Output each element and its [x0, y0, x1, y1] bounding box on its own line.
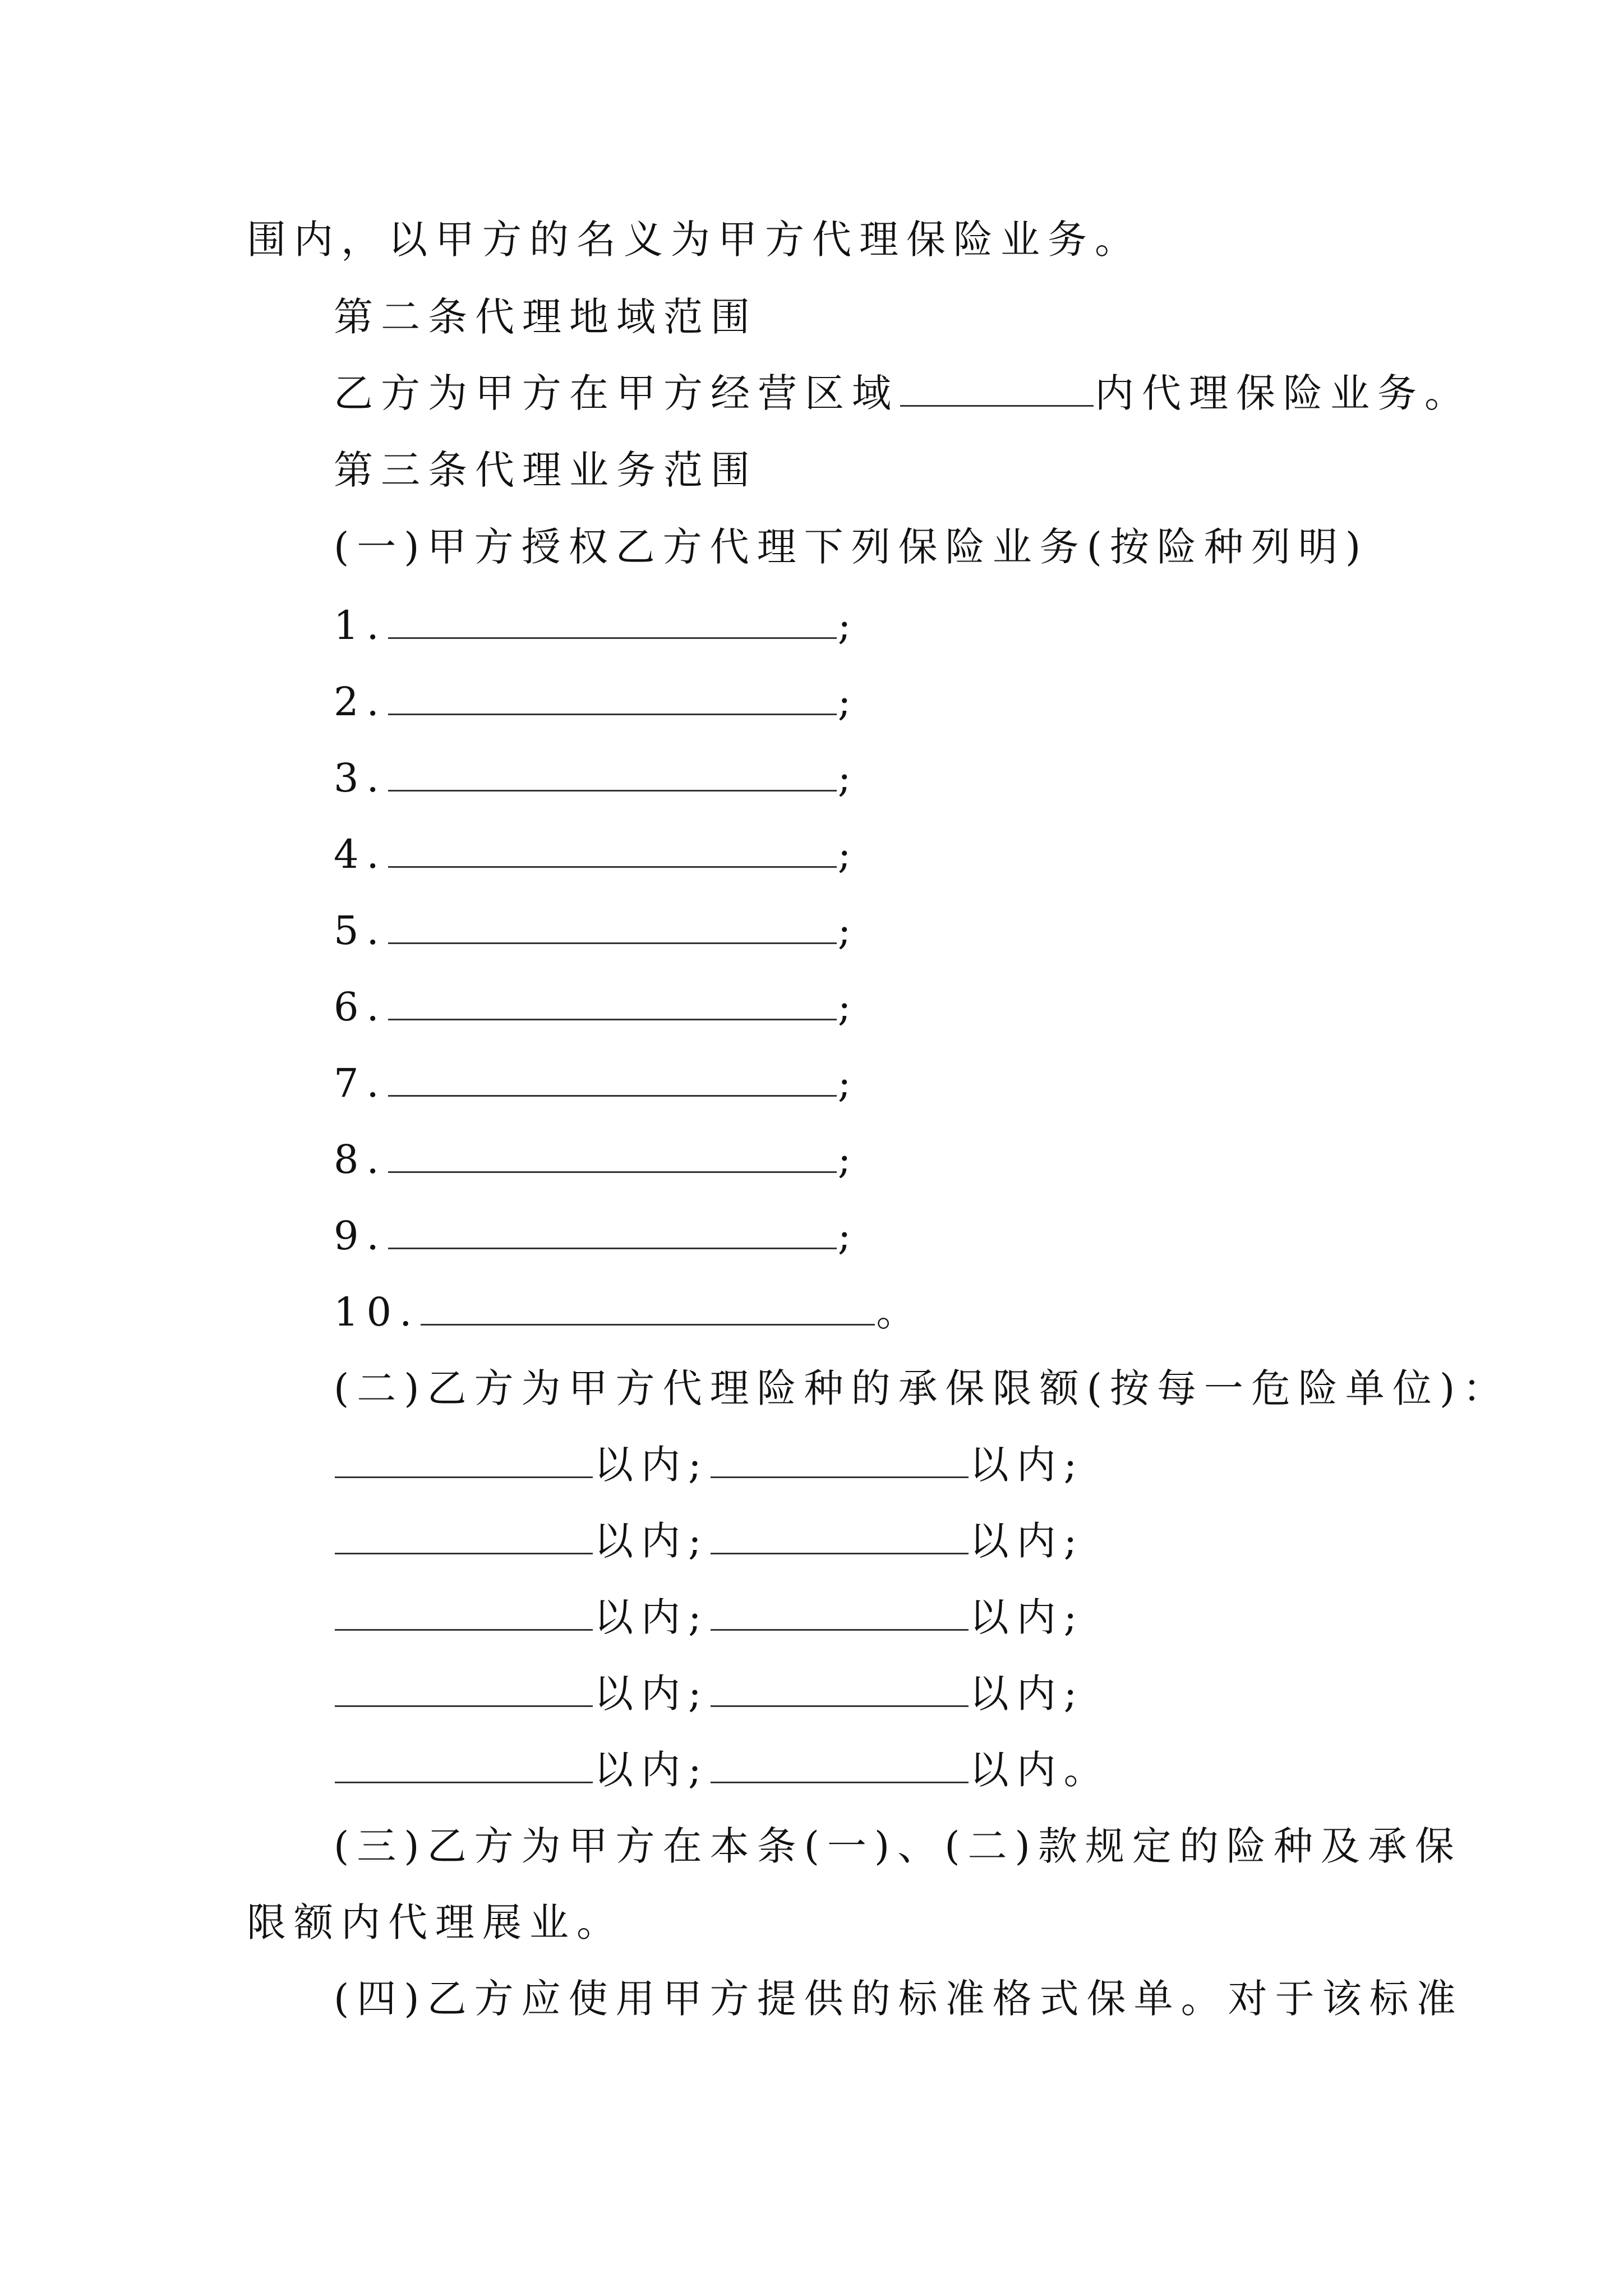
limit-blank-right[interactable] — [711, 1446, 969, 1478]
article-2-title: 第二条代理地域范围 — [334, 294, 758, 340]
limit-suffix-right: 以内; — [969, 1518, 1085, 1564]
item-terminator: ; — [837, 908, 859, 954]
article-2-body — [334, 370, 1472, 416]
limit-blank-right[interactable] — [711, 1599, 969, 1631]
insurance-type-blank[interactable] — [388, 683, 837, 715]
list-item — [334, 1060, 859, 1106]
item-terminator: ; — [837, 1060, 859, 1106]
list-item — [334, 679, 859, 725]
limit-suffix-right: 以内; — [969, 1671, 1085, 1717]
list-item — [334, 755, 859, 801]
limit-blank-right[interactable] — [711, 1522, 969, 1554]
section-4-line-1: (四)乙方应使用甲方提供的标准格式保单。对于该标准 — [334, 1976, 1464, 2022]
section-3-line-1: (三)乙方为甲方在本条(一)、(二)款规定的险种及承保 — [334, 1823, 1462, 1869]
item-number: 9. — [334, 1213, 387, 1259]
limit-blank-left[interactable] — [335, 1446, 593, 1478]
item-number: 3. — [334, 755, 387, 801]
limit-blank-right[interactable] — [711, 1751, 969, 1783]
list-item — [334, 908, 859, 954]
section-2-heading: (二)乙方为甲方代理险种的承保限额(按每一危险单位)： — [334, 1365, 1510, 1411]
item-number: 8. — [334, 1137, 387, 1182]
item-terminator: ; — [837, 1213, 859, 1259]
limit-blank-left[interactable] — [335, 1599, 593, 1631]
limit-row — [334, 1442, 1085, 1488]
limit-suffix-left: 以内; — [594, 1442, 709, 1488]
item-terminator: 。 — [876, 1289, 924, 1335]
list-item — [334, 1213, 859, 1259]
item-terminator: ; — [837, 755, 859, 801]
item-number: 10. — [334, 1289, 420, 1335]
limit-suffix-left: 以内; — [594, 1747, 709, 1793]
limit-suffix-right: 以内。 — [969, 1747, 1111, 1793]
list-item — [334, 984, 859, 1030]
item-terminator: ; — [837, 831, 859, 877]
limit-suffix-left: 以内; — [594, 1671, 709, 1717]
insurance-type-blank[interactable] — [388, 912, 837, 944]
region-blank[interactable] — [900, 375, 1094, 407]
item-terminator: ; — [837, 679, 859, 725]
limit-row — [334, 1594, 1085, 1640]
list-item — [334, 1137, 859, 1182]
section-3-line-2: 限额内代理展业。 — [247, 1899, 624, 1945]
insurance-type-blank[interactable] — [388, 760, 837, 792]
article-2-text-before: 乙方为甲方在甲方经营区域 — [334, 370, 899, 416]
item-number: 7. — [334, 1060, 387, 1106]
item-number: 4. — [334, 831, 387, 877]
limit-blank-left[interactable] — [335, 1675, 593, 1707]
list-item — [334, 602, 859, 648]
insurance-type-blank[interactable] — [388, 1065, 837, 1097]
section-1-heading: (一)甲方授权乙方代理下列保险业务(按险种列明) — [334, 524, 1369, 570]
list-item — [334, 831, 859, 877]
list-item — [334, 1289, 924, 1335]
limit-blank-right[interactable] — [711, 1675, 969, 1707]
insurance-type-blank[interactable] — [421, 1294, 875, 1326]
item-number: 6. — [334, 984, 387, 1030]
insurance-type-blank[interactable] — [388, 988, 837, 1020]
limit-row — [334, 1518, 1085, 1564]
insurance-type-blank[interactable] — [388, 836, 837, 868]
insurance-type-blank[interactable] — [388, 1217, 837, 1249]
limit-suffix-right: 以内; — [969, 1442, 1085, 1488]
limit-row — [334, 1747, 1111, 1793]
item-terminator: ; — [837, 984, 859, 1030]
item-terminator: ; — [837, 1137, 859, 1182]
item-number: 1. — [334, 602, 387, 648]
article-2-text-after: 内代理保险业务。 — [1095, 370, 1472, 416]
item-number: 2. — [334, 679, 387, 725]
item-number: 5. — [334, 908, 387, 954]
insurance-type-blank[interactable] — [388, 1141, 837, 1173]
limit-suffix-right: 以内; — [969, 1594, 1085, 1640]
item-terminator: ; — [837, 602, 859, 648]
limit-row — [334, 1671, 1085, 1717]
limit-suffix-left: 以内; — [594, 1594, 709, 1640]
article-3-title: 第三条代理业务范围 — [334, 447, 758, 493]
limit-blank-left[interactable] — [335, 1751, 593, 1783]
limit-blank-left[interactable] — [335, 1522, 593, 1554]
limit-suffix-left: 以内; — [594, 1518, 709, 1564]
insurance-type-blank[interactable] — [388, 607, 837, 639]
paragraph-continuation: 围内，以甲方的名义为甲方代理保险业务。 — [247, 217, 1142, 263]
